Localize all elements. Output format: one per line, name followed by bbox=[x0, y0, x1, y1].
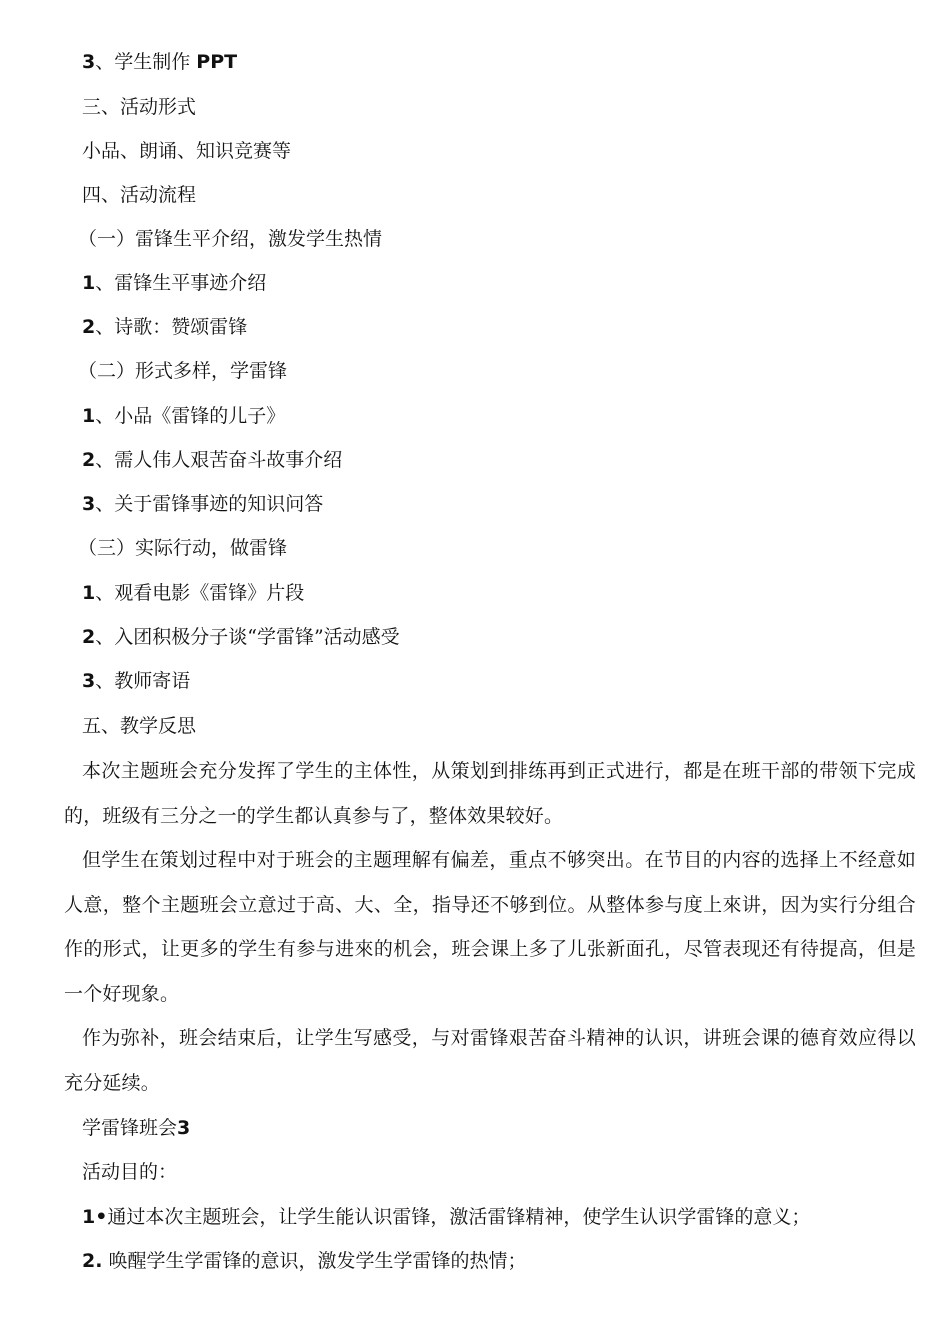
paragraph-reflection-3: 作为弥补，班会结束后，让学生写感受，与对雷锋艰苦奋斗精神的认识，讲班会课的德育效应得以充分延续。 bbox=[64, 1027, 916, 1094]
item-separator: 、 bbox=[95, 582, 115, 604]
item-text: 学生制作 bbox=[114, 51, 197, 73]
item-text: 入团积极分子谈“学雷锋”活动感受 bbox=[114, 626, 400, 648]
heading-activity-form: 三、活动形式 bbox=[82, 96, 197, 118]
item-text: 关于雷锋事迹的知识问答 bbox=[114, 493, 324, 515]
item-text: 小品《雷锋的儿子》 bbox=[114, 405, 286, 427]
item-number: 2. bbox=[82, 1250, 103, 1272]
item-number: 1 bbox=[82, 405, 96, 427]
item-number: 3 bbox=[82, 51, 96, 73]
item-bold-text: PPT bbox=[196, 51, 238, 73]
list-item bbox=[82, 625, 400, 649]
title-text: 学雷锋班会 bbox=[82, 1117, 178, 1139]
list-item bbox=[82, 492, 323, 516]
section-title-class-meeting-3 bbox=[82, 1116, 190, 1140]
item-text: 唤醒学生学雷锋的意识，激发学生学雷锋的热情； bbox=[108, 1250, 527, 1272]
heading-activity-flow: 四、活动流程 bbox=[82, 184, 197, 206]
item-text: 需人伟人艰苦奋斗故事介绍 bbox=[114, 449, 343, 471]
item-separator: 、 bbox=[95, 272, 115, 294]
list-item bbox=[82, 315, 247, 339]
item-number: 2 bbox=[82, 316, 96, 338]
item-text: 观看电影《雷锋》片段 bbox=[114, 582, 305, 604]
section-title-2: （二）形式多样，学雷锋 bbox=[78, 360, 288, 382]
list-item bbox=[82, 669, 190, 693]
item-separator: 、 bbox=[95, 493, 115, 515]
section-title-3: （三）实际行动，做雷锋 bbox=[78, 537, 288, 559]
title-number: 3 bbox=[177, 1117, 191, 1139]
item-separator: • bbox=[95, 1206, 108, 1228]
item-separator: 、 bbox=[95, 316, 115, 338]
activity-goal-label: 活动目的： bbox=[82, 1161, 178, 1183]
item-number: 1 bbox=[82, 272, 96, 294]
goal-item bbox=[82, 1205, 810, 1229]
paragraph-reflection-2: 但学生在策划过程中对于班会的主题理解有偏差，重点不够突出。在节目的内容的选择上不经意如人意，整个主题班会立意过于高、大、全，指导还不够到位。从整体参与度上來讲，因为实行分组合作的形式，让更多的学生有参与进來的机会，班会课上多了儿张新面孔，尽管表现还有待提高，但是一个好现象。 bbox=[64, 849, 916, 1005]
item-separator: 、 bbox=[95, 405, 115, 427]
item-text: 教师寄语 bbox=[114, 670, 191, 692]
item-number: 1 bbox=[82, 582, 96, 604]
item-number: 3 bbox=[82, 493, 96, 515]
list-item-ppt bbox=[82, 50, 237, 74]
item-separator: 、 bbox=[95, 626, 115, 648]
item-number: 1 bbox=[82, 1206, 96, 1228]
item-number: 3 bbox=[82, 670, 96, 692]
item-text: 雷锋生平事迹介绍 bbox=[114, 272, 267, 294]
list-item bbox=[82, 271, 266, 295]
goal-item bbox=[82, 1249, 527, 1273]
section-title-1: （一）雷锋生平介绍，激发学生热情 bbox=[78, 228, 383, 250]
item-separator: 、 bbox=[95, 51, 115, 73]
item-number: 2 bbox=[82, 626, 96, 648]
item-text: 通过本次主题班会，让学生能认识雷锋，激活雷锋精神，使学生认识学雷锋的意义； bbox=[107, 1206, 811, 1228]
item-separator: 、 bbox=[95, 670, 115, 692]
list-item bbox=[82, 448, 342, 472]
heading-teaching-reflection: 五、教学反思 bbox=[82, 715, 197, 737]
list-item bbox=[82, 581, 304, 605]
item-text: 诗歌：赞颂雷锋 bbox=[114, 316, 248, 338]
list-item bbox=[82, 404, 285, 428]
item-number: 2 bbox=[82, 449, 96, 471]
item-separator: 、 bbox=[95, 449, 115, 471]
paragraph-reflection-1: 本次主题班会充分发挥了学生的主体性，从策划到排练再到正式进行，都是在班干部的带领下完成的，班级有三分之一的学生都认真参与了，整体效果较好。 bbox=[64, 760, 916, 827]
activity-form-text: 小品、朗诵、知识竞赛等 bbox=[82, 140, 292, 162]
